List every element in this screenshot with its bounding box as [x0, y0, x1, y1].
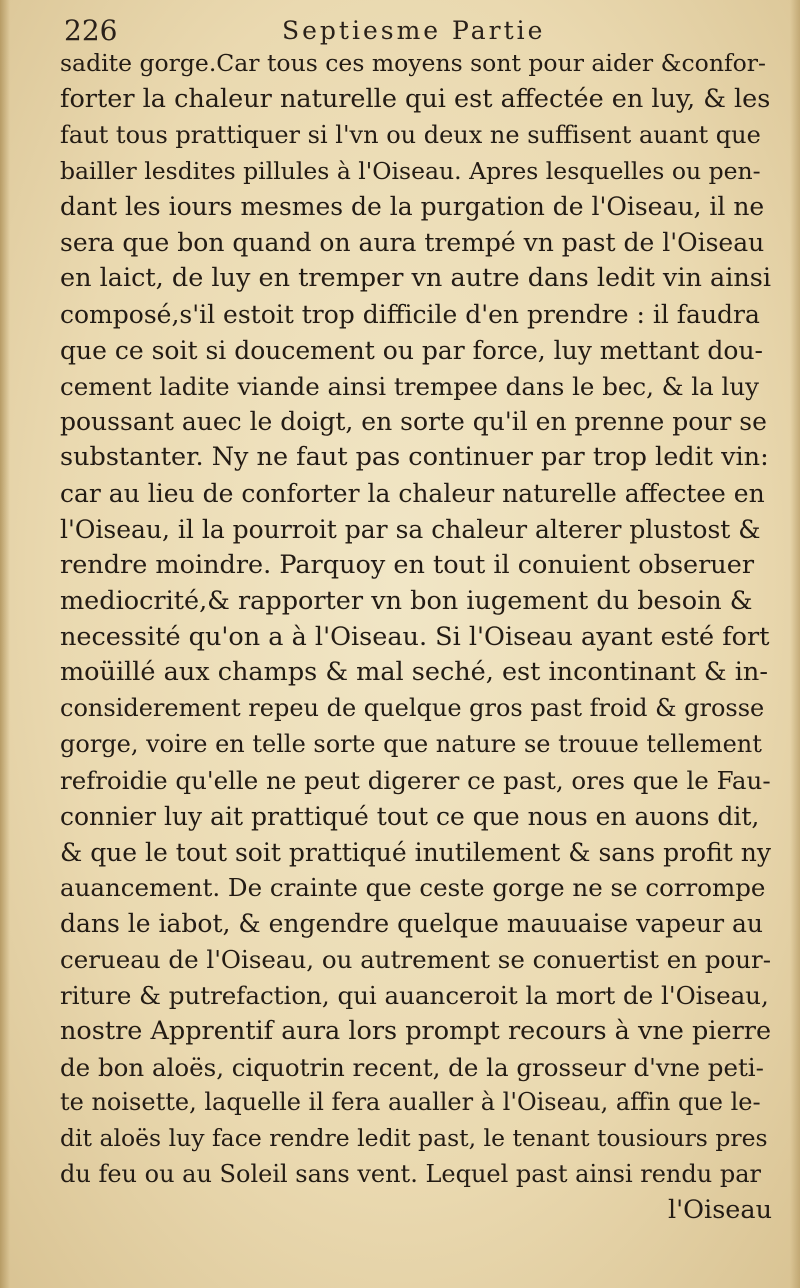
text-line: sadite gorge.Car tous ces moyens sont pour aider &confor- [60, 49, 766, 77]
text-line: necessité qu'on a à l'Oiseau. Si l'Oiseau ayant esté fort [60, 621, 770, 652]
text-line: faut tous prattiquer si l'vn ou deux ne suffisent auant que [60, 120, 761, 149]
text-line: forter la chaleur naturelle qui est affectée en luy, & les [60, 83, 771, 114]
text-line: rendre moindre. Parquoy en tout il conuient obseruer [60, 549, 755, 580]
text-line: moüillé aux champs & mal seché, est incontinant & in- [60, 657, 768, 688]
text-line: dans le iabot, & engendre quelque mauuaise vapeur au [60, 909, 763, 939]
text-line: sera que bon quand on aura trempé vn past de l'Oiseau [60, 228, 765, 258]
text-line: l'Oiseau, il la pourroit par sa chaleur alterer plustost & [60, 514, 761, 544]
text-line: refroidie qu'elle ne peut digerer ce past, ores que le Fau- [60, 765, 771, 795]
text-line: nostre Apprentif aura lors prompt recours à vne pierre [60, 1015, 772, 1046]
text-line: considerement repeu de quelque gros past froid & grosse [60, 694, 765, 723]
text-line: poussant auec le doigt, en sorte qu'il en prenne pour se [60, 407, 767, 437]
text-line: cerueau de l'Oiseau, ou autrement se conuertist en pour- [60, 945, 772, 975]
text-line: car au lieu de conforter la chaleur naturelle affectee en [60, 479, 765, 509]
text-line: gorge, voire en telle sorte que nature se trouue tellement [60, 730, 762, 759]
text-line: composé,s'il estoit trop difficile d'en prendre : il faudra [60, 299, 760, 329]
text-line: substanter. Ny ne faut pas continuer par trop ledit vin: [60, 442, 769, 473]
text-line: te noisette, laquelle il fera aualler à l'Oiseau, affin que le- [60, 1088, 761, 1117]
running-title: Septiesme Partie [282, 16, 546, 45]
text-line: riture & putrefaction, qui auanceroit la mort de l'Oiseau, [60, 980, 769, 1010]
text-line: bailler lesdites pillules à l'Oiseau. Apres lesquelles ou pen- [60, 156, 761, 185]
body-text [60, 46, 772, 1229]
catchword: l'Oiseau [667, 1195, 772, 1225]
text-line: dant les iours mesmes de la purgation de l'Oiseau, il ne [60, 192, 765, 222]
text-line: & que le tout soit prattiqué inutilement & sans profit ny [60, 837, 771, 867]
text-line: connier luy ait prattiqué tout ce que nous en auons dit, [60, 801, 760, 831]
text-line: en laict, de luy en tremper vn autre dans ledit vin ainsi [60, 263, 772, 294]
page-number: 226 [64, 14, 118, 47]
page-shadow-right [790, 0, 800, 1288]
text-line: auancement. De crainte que ceste gorge ne se corrompe [60, 873, 766, 903]
text-line: cement ladite viande ainsi trempee dans le bec, & la luy [60, 371, 759, 401]
text-line: de bon aloës, ciquotrin recent, de la grosseur d'vne peti- [60, 1052, 764, 1082]
page-shadow-left [0, 0, 10, 1288]
text-line: dit aloës luy face rendre ledit past, le tenant tousiours pres [60, 1124, 768, 1153]
text-line: que ce soit si doucement ou par force, luy mettant dou- [60, 335, 763, 365]
text-line: du feu ou au Soleil sans vent. Lequel past ainsi rendu par [60, 1160, 761, 1189]
text-line: mediocrité,& rapporter vn bon iugement du besoin & [60, 585, 753, 616]
page-header [64, 10, 760, 50]
